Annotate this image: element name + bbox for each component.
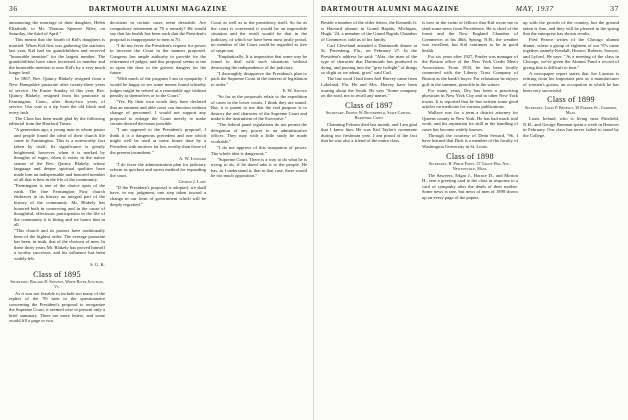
paragraph: This means that the fourth of Kid's daughters is married. When Kid first was gathering the statistics last year, Kid had six grandchildren and received "honorable mention" for the largest number. The grandchildren have since increased in number and the honorable mention is now Kid's by a very much longer lead.: [9, 37, 105, 76]
paragraph: "If the President's proposal is adopted, we shall have, in my judgment, one step taken toward a change in our form of government which will be deeply regretted.": [110, 184, 206, 207]
paragraph: "I do favor the administration plan for judiciary reform as quickest and surest method for expanding the court.: [110, 161, 206, 178]
class-1895-text: As it was not feasible to include too many of the replies of the '95 men to the questionnaire concerning the President's proposal to reorganize the Supreme Court, it seemed wise to present only a brief summary. There are more letters, and some would fill a page or two.: [9, 290, 105, 324]
signature: E. W. Sawyer: [282, 88, 307, 94]
paragraph: decisions in certain cases seem desirable. Are compulsory retirement at 70 a remedy? He would say that his health has been such that the President's proposal is inappropriate to men at 70.: [110, 20, 206, 42]
paragraph: "With much of the program I am in sympathy. I would be happy to see some means found whereby judges might be retired at a reasonable age without penalty to themselves or to the Court.": [110, 76, 206, 99]
signature: S. G. K.: [90, 262, 105, 268]
right-page-header: [321, 4, 619, 17]
paragraph: "I do not favor the President's request for power to increase the Court in the manner proposed. Congress has ample authority to provide for the retirement of judges, and this proposal seems to me to open the door to the gravest dangers for the future.: [110, 42, 206, 76]
left-col3-body: [211, 20, 307, 179]
paragraph: up with the growth of the country, but the ground taken is fine, and they will be pleased in the spring that the enterprise has shown results.: [523, 20, 619, 37]
class-1899-secretary: Secretary, Louis P. Benezet, 30 Parker St., Gardner, Mass.: [524, 104, 618, 115]
right-col2-body: [422, 20, 518, 150]
right-page: [314, 0, 628, 420]
left-page-header: [9, 4, 307, 17]
right-col1-body: [321, 20, 417, 99]
paragraph: "Emphatically. It is imperative that some way be found to deal with such situations without destroying the independence of the judiciary.: [211, 53, 307, 70]
class-1898-heading: Class of 1898: [446, 151, 494, 161]
class-1899-text: Louis Ireland, who is living near Pittsfield, N.H., and George Brennan spent a week in Hanover in February. Our class has never failed to stand by the College.: [523, 116, 619, 138]
class-1897-secretary: Secretary, Ernest W. Butterfield, State Capitol, Hartford, Conn.: [326, 110, 412, 121]
paragraph: "This church and its pastors have traditionally been of the highest order. The average pastorate has been, in truth, that of the choicest of men. In these thirty years Mr. Blakely has proved himself a worthy successor, and his influence has been widely felt.: [14, 228, 105, 261]
paragraph: announcing the marriage of their daughter, Helen Elizabeth, to Mr. Thomas Spencer Niles, on Saturday, the third of April.": [9, 20, 105, 37]
paragraph: "I am opposed to the President's proposal. I think it is a dangerous precedent and one which might well be used at some future time by a President with motives far less worthy than those of the present incumbent.": [110, 127, 206, 155]
paragraph: "The federal panel regulations do not permit the delegation of any power to an administrative officer. They may with a little study be made workable.": [211, 122, 307, 144]
paragraph: Fred Pearce writes of the Chicago alumni dinner, where a group of eighteen of our '97s came together, namely Kendall, Horace, Roberts, Sawyer, and Lyford. He says: "At a meeting of the class in Chicago, we've given the Alumni Fund a record of giving that is difficult to beat.": [523, 37, 619, 70]
paragraph: is now in the swim of fellows that Kid wrote me to send some news from Providence. He is chief of the forest and the New England Chamber of Commerce; at his 46th, Spring, N.H., the weather was excellent, but Kid continues to be in good health.: [422, 20, 518, 53]
paragraph: "I do not approve of this usurpation of power. The whole idea is dangerous.": [211, 145, 307, 156]
right-col3-body: [523, 20, 619, 93]
paragraph: Through the courtesy of Dean Seward, '96, I have learned that Dick is a member of the faculty of Washington University in St. Louis.: [422, 132, 518, 150]
left-column-1: [9, 20, 105, 420]
right-page-number: 37: [610, 4, 619, 13]
left-column-3: [211, 20, 307, 420]
paragraph: "Yes. By their own words they have declared that an eminent and able court can function without change of personnel. I would not support any proposal to enlarge the Court merely to make certain desired decisions possible.: [110, 99, 206, 127]
right-running-title: DARTMOUTH ALUMNI MAGAZINE: [321, 5, 460, 13]
right-columns: [321, 20, 619, 420]
signature: George J. Lane: [178, 178, 206, 184]
paragraph: "A generation ago, a young man in whom pastor and people found the ideal of their church life came to Farmington. This is a noteworthy fact taken by itself. Its significance is greatly heightened, however, when it is marked by thoughts of eager, when it exists in the native stature of the Rev. Quincy Blakely, whose language and deeper spiritual qualities have made him an indispensable and honored member of all that is best in the life of the community.: [14, 127, 105, 183]
paragraph: Carl Cleveland attended a Dartmouth dinner at St. Petersburg, Fla., on February 27. In the President's address he said: "Alas, the man of the type of character that Dartmouth has produced is dying, and passing into the "grey twilight" of things so slight as we admit, grow" said Carl.: [321, 42, 417, 76]
issue-date: MAY, 1937: [515, 4, 554, 13]
left-columns: [9, 20, 307, 420]
paragraph: The Class has been made glad by the following editorial from the Hartford Times:: [9, 115, 105, 127]
paragraph: "Farmington is one of the choice spots of the earth. The fine Farmington First church embraces in its history an integral part of the history of the community. Mr. Blakely has honored both in conserving and in the cause of thoughtful, effectuous participation in the life of the community it is fitting and we honor him in all.: [14, 183, 105, 228]
class-1895-heading: Class of 1895: [33, 269, 81, 279]
left-col1-body: [9, 20, 105, 268]
paragraph: Beside a number of the older letters, the Kenneth Jr. is Harvard alumni in Grand Rapids, Michigan, Hugh, '24, a member of the Grand Rapids Chamber of Commerce, told us of his family.: [321, 20, 417, 42]
class-1897-heading: Class of 1897: [345, 100, 393, 110]
right-column-1: [321, 20, 417, 420]
paragraph: The last word I had from Joel Harvey came from Lakeland, Fla. He and Mrs. Harvey have been touring about the South. He says "Some company on the road, not to recall any names.": [321, 76, 417, 99]
paragraph: In 1867, Rev. Quincy Blakely resigned from a New Hampshire pastorate after twenty-three years of service. On Easter Sunday of this year, Rev. Quincy Blakely, resigned from his pastorate at Farmington, Conn., after thirty-two years of service. Our vote is a tip from the old block and every inch.: [9, 76, 105, 115]
right-column-3: [523, 20, 619, 420]
left-running-title: DARTMOUTH ALUMNI MAGAZINE: [88, 5, 228, 13]
paragraph: Wallace was for a term a district attorney for Queens county in New York. He has had much trial work, and his reputation for skill in the handling of cases has become widely known.: [422, 110, 518, 132]
class-1899-heading: Class of 1899: [547, 95, 595, 105]
left-column-2: [110, 20, 206, 420]
class-1895-secretary: Secretary, Roland D. Stevens, White River Junction, Vt.: [10, 279, 104, 290]
left-page-number: 36: [9, 4, 18, 13]
paragraph: "Supreme Court. There is a way to do what he is trying to do, if he dared take it to the people. He has, as I understand it, that in that case, there would be too much opposition.": [211, 156, 307, 179]
class-1898-secretary: Secretary, H. Philip Patey, 57 Grove Hill Ave., Newtonville, Mass.: [428, 161, 512, 172]
right-column-2: [422, 20, 518, 420]
class-1898-text: The Sawyers, Edgar J., Horace D., and Morton H., sent a greeting card to the class in response to a card of sympathy after the death of their mother. Some news is rare, but news of men of 1898 shows up on every page of the papers.: [422, 172, 518, 200]
paragraph: For many years, Dry has been a practicing physician in New York City and in other New York towns. It is reported that he has written some good articles on medicine for various publications.: [422, 87, 518, 110]
signature: A. W. Leonard: [178, 155, 206, 161]
paragraph: A newspaper report states that Joe Lazarus is retiring from his important post as a manufacturer of women's gowns, an occupation in which he has been very successful.: [523, 70, 619, 93]
paragraph: For six years after 1927, Pruder was manager of the Boston office of the New York Credit Men's Association. From 1933, he has been locally connected with the Liberty Trust Company of Boston as the bank's buyer. For relaxation he enjoys golf in the summer, pinochle in the winter.: [422, 53, 518, 87]
left-col2-body: [110, 20, 206, 207]
paragraph: "I thoroughly disapprove the President's plan to pack the Supreme Court in the interest of legislation to order.": [211, 70, 307, 88]
paragraph: Court as well as to the presidency itself. So far as the court is concerned it would be an impossible situation and the result would be that in the judiciary, of which we have been most justly proud, no member of the Court could be regarded as free of suspicion.: [211, 20, 307, 53]
paragraph: "So far as the proposals relate to the expedition of cases in the lower courts, I think they are sound. But, it is patent to me that the real purpose is to destroy the real character of the Supreme Court and make it the instrument of the Executive.": [211, 94, 307, 122]
class-1897-text: Channing Folsom died last month, and I am glad that I knew him. He was Kid Taylor's roommate during our freshman year. I am proud of the fact that he was also a friend of the entire class.: [321, 121, 417, 144]
